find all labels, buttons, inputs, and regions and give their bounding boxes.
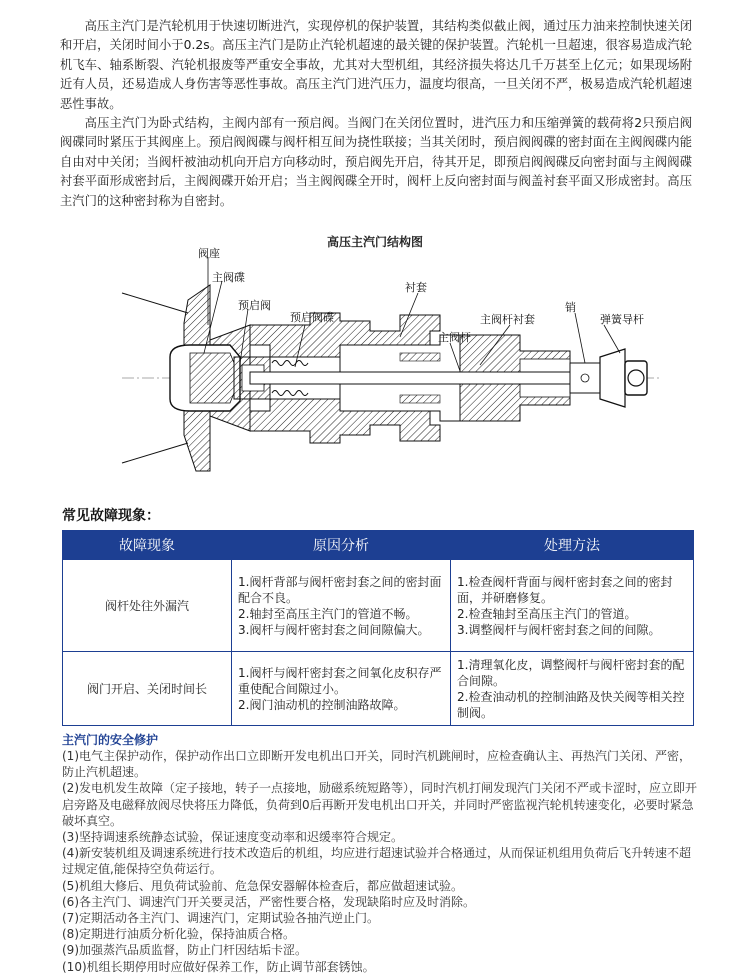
label-main-disc: 主阀碟 [212,271,245,284]
cause-line: 2.阀门油动机的控制油路故障。 [238,697,406,712]
list-item: (5)机组大修后、甩负荷试验前、危急保安器解体检查后，都应做超速试验。 [62,878,464,893]
intro-paragraph-2: 高压主汽门为卧式结构，主阀内部有一预启阀。当阀门在关闭位置时，进汽压力和压缩弹簧的载荷将2只预启阀阀碟同时紧压于其阀座上。预启阀阀碟与阀杆相互间为挠性联接；当其关闭时，预启阀阀碟的密封面在主阀阀碟内能自由对中关闭；当阀杆被油动机向开启方向移动时，预启阀先开启，待其开足，即预启阀阀碟反向密封面与主阀阀碟衬套平面形成密封后，主阀阀碟开始开启；当主阀阀碟全开时，阀杆上反向密封面与阀盖衬套平面又形成密封。高压主汽门的这种密封称为自密封。 [60,116,692,208]
fix-line: 3.调整阀杆与阀杆密封套之间的间隙。 [457,622,661,637]
list-item: (6)各主汽门、调速汽门开关要灵活，严密性要合格，发现缺陷时应及时消除。 [62,894,476,909]
label-seat: 阀座 [198,247,220,260]
faults-header-row [63,531,694,560]
list-item: (2)发电机发生故障（定子接地，转子一点接地，励磁系统短路等），同时汽机打闸发现汽门关闭不严或卡涩时，应立即开启旁路及电磁释放阀尽快将压力降低，负荷到0后再断开发电机出口开关，并同时严密监视汽轮机转速变化，必要时紧急破坏真空。 [62,781,698,828]
list-item: (7)定期活动各主汽门、调速汽门，定期试验各抽汽逆止门。 [62,911,380,926]
faults-title: 常见故障现象： [62,508,160,524]
fix-line: 1.清理氧化皮，调整阀杆与阀杆密封套的配合间隙。 [457,657,685,688]
cause-line: 1.阀杆背部与阀杆密封套之间的密封面配合不良。 [238,574,442,605]
table-row [63,560,694,652]
label-pre-valve: 预启阀 [238,299,271,312]
intro-paragraph-1: 高压主汽门是汽轮机用于快速切断进汽，实现停机的保护装置，其结构类似截止阀，通过压力油来控制快速关闭和开启，关闭时间小于0.2s。高压主汽门是防止汽轮机超速的最关键的保护装置。汽轮机一旦超速，很容易造成汽轮机飞车、轴系断裂、汽轮机报废等严重安全事故，尤其对大型机组，其经济损失将达几千万甚至上亿元；如果现场附近有人员，还易造成人身伤害等恶性事故。高压主汽门进汽压力，温度均很高，一旦关闭不严，极易造成汽轮机超速恶性事故。 [60,19,692,111]
safety-list [62,748,698,975]
fix-line: 2.检查油动机的控制油路及快关阀等相关控制阀。 [457,689,685,720]
faults-table [62,530,694,726]
header-fix: 处理方法 [451,531,694,560]
header-symptom: 故障现象 [63,531,232,560]
header-cause: 原因分析 [232,531,451,560]
fix-line: 1.检查阀杆背面与阀杆密封套之间的密封面，并研磨修复。 [457,574,673,605]
cause-cell [232,652,451,726]
cause-line: 1.阀杆与阀杆密封套之间氧化皮积存严重使配合间隙过小。 [238,665,442,696]
list-item: (9)加强蒸汽品质监督，防止门杆因结垢卡涩。 [62,943,307,958]
list-item: (1)电气主保护动作，保护动作出口立即断开发电机出口开关，同时汽机跳闸时，应检查确认主、再热汽门关闭、严密，防止汽机超速。 [62,749,692,780]
valve-structure-diagram [100,245,660,485]
label-spring-guide: 弹簧导杆 [600,313,644,326]
fix-cell [451,652,694,726]
safety-title: 主汽门的安全修护 [62,733,159,747]
list-item: (8)定期进行油质分析化验，保持油质合格。 [62,927,295,942]
list-item: (4)新安装机组及调速系统进行技术改造后的机组，均应进行超速试验并合格通过，从而保证机组用负荷后飞升转速不超过规定值,能保持空负荷运行。 [62,846,692,877]
fix-line: 2.检查轴封至高压主汽门的管道。 [457,606,637,621]
cause-line: 2.轴封至高压主汽门的管道不畅。 [238,606,418,621]
cause-cell [232,560,451,652]
cause-line: 3.阀杆与阀杆密封套之间间隙偏大。 [238,622,430,637]
spring-guide-rod [600,349,625,407]
list-item: (10)机组长期停用时应做好保养工作，防止调节部套锈蚀。 [62,959,375,974]
fix-cell [451,560,694,652]
label-pin: 销 [565,301,576,314]
figure-title: 高压主汽门结构图 [326,235,423,249]
label-bushing: 衬套 [405,281,427,294]
label-stem: 主阀杆 [438,331,471,344]
symptom-cell: 阀门开启、关闭时间长 [63,652,232,726]
label-pre-disc: 预启阀碟 [290,311,334,324]
symptom-cell: 阀杆处往外漏汽 [63,560,232,652]
intro-text [60,17,692,211]
table-row [63,652,694,726]
spring [272,361,308,366]
list-item: (3)坚持调速系统静态试验，保证速度变动率和迟缓率符合规定。 [62,830,404,845]
valve-stem [250,372,610,384]
label-stem-bushing: 主阀杆衬套 [480,313,535,326]
